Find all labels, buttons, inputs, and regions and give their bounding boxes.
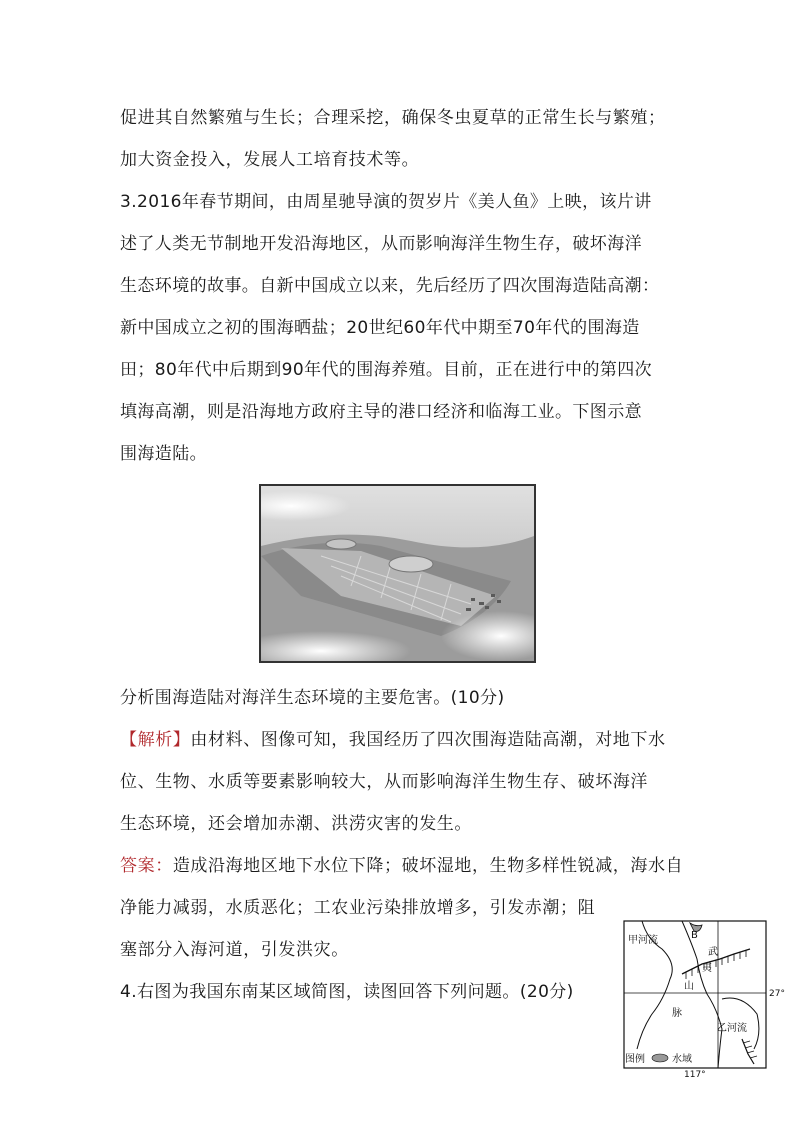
question-3-text: 生态环境的故事。自新中国成立以来，先后经历了四次围海造陆高潮： (120, 276, 660, 296)
answer-line: 塞部分入海河道，引发洪灾。 (120, 940, 349, 960)
text-line: 加大资金投入，发展人工培育技术等。 (120, 150, 420, 170)
analysis-line: 生态环境，还会增加赤潮、洪涝灾害的发生。 (120, 814, 472, 834)
question-3-text: 3.2016年春节期间，由周星驰导演的贺岁片《美人鱼》上映，该片讲 (120, 192, 652, 212)
map-label-mai: 脉 (672, 1008, 682, 1019)
map-label-b: B (691, 930, 698, 941)
map-latitude-label: 27° (769, 989, 785, 999)
region-map (622, 919, 768, 1078)
region-map-svg (622, 919, 768, 1078)
analysis-line (120, 728, 666, 752)
map-label-yi-mountain: 夷 (702, 963, 712, 974)
water-legend-icon (652, 1054, 668, 1062)
text-line: 促进其自然繁殖与生长；合理采挖，确保冬虫夏草的正常生长与繁殖； (120, 108, 666, 128)
answer-text: 造成沿海地区地下水位下降；破坏湿地，生物多样性锐减，海水自 (172, 856, 684, 876)
question-3-text: 田；80年代中后期到90年代的围海养殖。目前，正在进行中的第四次 (120, 360, 653, 380)
question-3-prompt: 分析围海造陆对海洋生态环境的主要危害。(10分) (120, 688, 505, 708)
map-label-jia-river: 甲河流 (628, 935, 658, 946)
answer-tag: 答案： (120, 856, 173, 876)
map-label-shan: 山 (684, 981, 694, 992)
map-legend-water: 水域 (672, 1054, 692, 1065)
aerial-image (261, 486, 534, 661)
question-3-text: 填海高潮，则是沿海地方政府主导的港口经济和临海工业。下图示意 (120, 402, 642, 422)
analysis-tag: 【解析】 (120, 730, 191, 750)
reclamation-photo (259, 484, 536, 663)
analysis-text: 由材料、图像可知，我国经历了四次围海造陆高潮，对地下水 (190, 730, 666, 750)
map-label-wu: 武 (708, 947, 718, 958)
question-4-text: 4.右图为我国东南某区域简图，读图回答下列问题。(20分) (120, 982, 574, 1002)
map-label-yi-river: 乙河流 (717, 1023, 747, 1034)
question-3-text: 新中国成立之初的围海晒盐；20世纪60年代中期至70年代的围海造 (120, 318, 640, 338)
question-3-text: 述了人类无节制地开发沿海地区，从而影响海洋生物生存，破坏海洋 (120, 234, 642, 254)
answer-line: 净能力减弱，水质恶化；工农业污染排放增多，引发赤潮；阻 (120, 898, 596, 918)
question-3-text: 围海造陆。 (120, 444, 207, 464)
map-legend-label: 图例 (625, 1054, 645, 1065)
analysis-line: 位、生物、水质等要素影响较大，从而影响海洋生物生存、破坏海洋 (120, 772, 648, 792)
answer-line (120, 854, 683, 878)
map-longitude: 117° (684, 1070, 706, 1078)
